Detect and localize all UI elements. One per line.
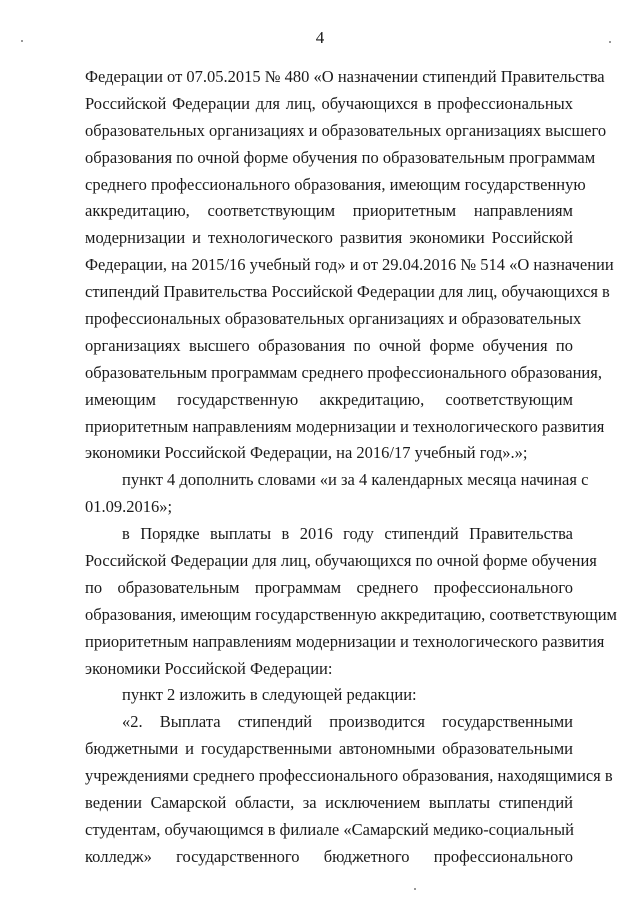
text-line: Российской Федерации для лиц, обучающихся по очной форме обучения — [85, 551, 597, 571]
text-line: колледж» государственного бюджетного профессионального — [85, 846, 573, 866]
scan-speck — [414, 888, 416, 890]
text-line: приоритетным направлениям модернизации и технологического развития — [85, 416, 605, 436]
scan-speck — [609, 41, 611, 43]
text-line: образования, имеющим государственную аккредитацию, соответствующим — [85, 604, 617, 624]
text-line: образования по очной форме обучения по образовательным программам — [85, 147, 596, 167]
text-line: по образовательным программам среднего профессионального — [85, 577, 573, 597]
text-line: образовательным программам среднего профессионального образования, — [85, 362, 602, 382]
text-line: бюджетными и государственными автономными образовательными — [85, 739, 573, 759]
text-line: Федерации от 07.05.2015 № 480 «О назначении стипендий Правительства — [85, 67, 605, 86]
text-line: «2. Выплата стипендий производится государственными — [122, 712, 573, 732]
text-line: 01.09.2016»; — [85, 497, 173, 517]
text-line: модернизации и технологического развития экономики Российской — [85, 228, 573, 248]
text-line: Российской Федерации для лиц, обучающихся в профессиональных — [85, 93, 573, 113]
page-number: 4 — [315, 28, 325, 47]
text-line: учреждениями среднего профессионального образования, находящимися в — [85, 766, 613, 786]
text-line: организациях высшего образования по очной форме обучения по — [85, 335, 573, 355]
text-line: имеющим государственную аккредитацию, соответствующим — [85, 389, 573, 409]
document-body — [85, 64, 617, 871]
text-line: в Порядке выплаты в 2016 году стипендий Правительства — [122, 524, 573, 544]
text-line: экономики Российской Федерации, на 2016/17 учебный год».»; — [85, 443, 528, 463]
text-line: стипендий Правительства Российской Федерации для лиц, обучающихся в — [85, 282, 610, 302]
text-line: аккредитацию, соответствующим приоритетным направлениям — [85, 201, 573, 221]
text-line: образовательных организациях и образовательных организациях высшего — [85, 120, 607, 140]
text-line: среднего профессионального образования, имеющим государственную — [85, 174, 586, 194]
text-line: студентам, обучающимся в филиале «Самарский медико-социальный — [85, 819, 574, 839]
text-line: ведении Самарской области, за исключением выплаты стипендий — [85, 793, 573, 813]
scan-speck — [21, 40, 23, 42]
text-line: Федерации, на 2015/16 учебный год» и от 29.04.2016 № 514 «О назначении — [85, 255, 614, 275]
text-line: профессиональных образовательных организациях и образовательных — [85, 309, 582, 329]
text-line: экономики Российской Федерации: — [85, 658, 333, 678]
text-line: приоритетным направлениям модернизации и технологического развития — [85, 631, 605, 651]
text-line: пункт 2 изложить в следующей редакции: — [122, 685, 417, 705]
text-line: пункт 4 дополнить словами «и за 4 календарных месяца начиная с — [122, 470, 589, 490]
